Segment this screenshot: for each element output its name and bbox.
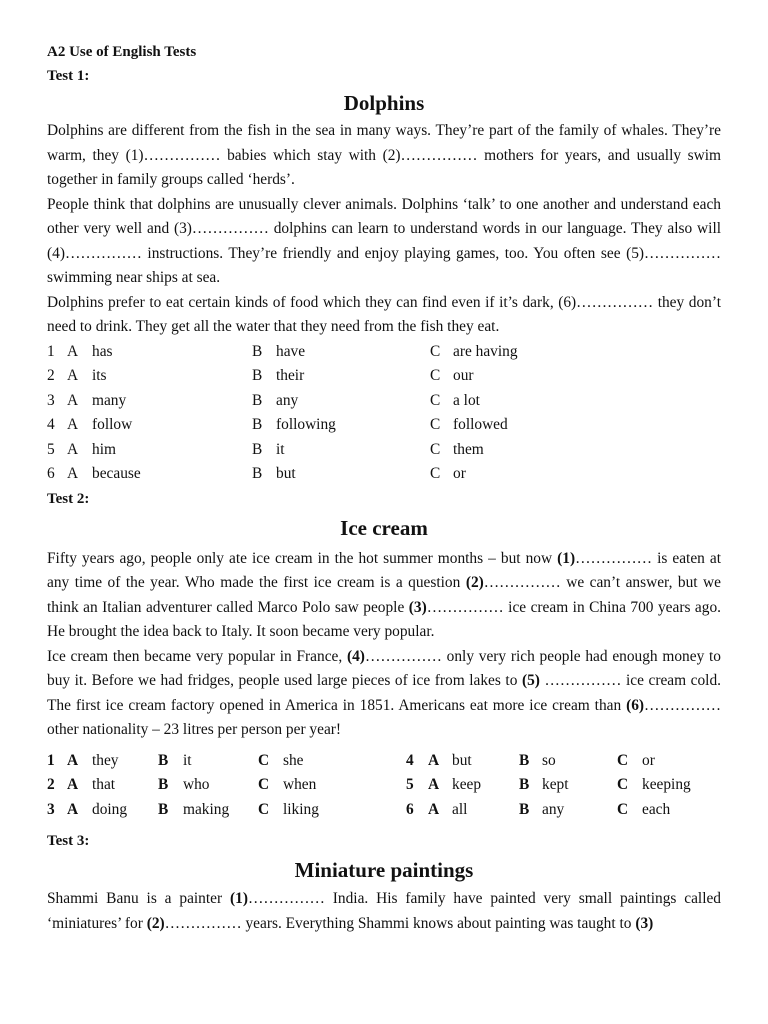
option-letter: A	[67, 391, 79, 409]
option-text: keep	[452, 776, 482, 793]
option-text: a lot	[453, 391, 480, 409]
option-text: many	[92, 391, 127, 409]
option-letter: B	[519, 751, 530, 769]
test2-paragraph: Ice cream then became very popular in France, (4)…………… only very rich people had enough money to buy it. Before we had fridges, people used large pieces of ice from lakes to (5) …………… ice cream cold. The first ice cream factory opened in America in 1851. Americans eat more ice cream than (6)…………… other nationality – 23 litres per person per year!	[47, 647, 721, 738]
option-text: him	[92, 440, 116, 458]
option-row	[47, 413, 721, 438]
option-letter: A	[67, 465, 79, 482]
test2-paragraph: Fifty years ago, people only ate ice cream in the hot summer months – but now (1)…………… is eaten at any time of the year. Who made the first ice cream is a question (2)…………… we can’t answer, but we think an Italian adventurer called Marco Polo saw people (3)…………… ice cream in China 700 years ago. He brought the idea back to Italy. It soon became very popular.	[47, 549, 722, 640]
test2-options	[47, 749, 721, 823]
option-row	[47, 389, 721, 414]
option-letter: A	[67, 800, 79, 818]
option-letter: A	[67, 416, 79, 433]
option-text: following	[276, 416, 336, 433]
option-row	[47, 749, 721, 774]
option-text: making	[183, 800, 230, 818]
option-text: its	[92, 367, 107, 384]
option-letter: B	[158, 776, 169, 793]
test2-title: Ice cream	[340, 515, 428, 540]
test3-label: Test 3:	[47, 833, 90, 849]
option-letter: B	[252, 391, 263, 409]
option-text: when	[283, 776, 317, 793]
option-row	[47, 438, 721, 463]
option-letter: A	[428, 776, 440, 793]
option-text: because	[92, 465, 141, 482]
option-text: has	[92, 342, 113, 360]
option-text: follow	[92, 416, 133, 433]
option-letter: C	[258, 751, 270, 769]
test1-paragraph: Dolphins prefer to eat certain kinds of food which they can find even if it’s dark, (6)…………… they don’t need to drink. They get all the water that they need from the fish they eat.	[47, 293, 721, 335]
test1-options	[47, 340, 721, 487]
option-letter: B	[519, 800, 530, 818]
option-row	[47, 462, 721, 487]
option-letter: A	[67, 342, 79, 360]
option-text: doing	[92, 800, 128, 818]
test1-label: Test 1:	[47, 68, 90, 84]
question-number: 5	[406, 776, 414, 793]
option-row	[47, 364, 721, 389]
option-letter: B	[252, 367, 263, 384]
test1-paragraph: Dolphins are different from the fish in the sea in many ways. They’re part of the family of whales. They’re warm, they (1)…………… babies which stay with (2)…………… mothers for years, and usually swim together in family groups called ‘herds’.	[47, 122, 721, 188]
option-text: so	[542, 751, 556, 769]
option-letter: A	[67, 776, 79, 793]
question-number: 4	[406, 751, 414, 769]
option-letter: C	[617, 800, 629, 818]
question-number: 2	[47, 367, 55, 384]
option-letter: A	[428, 751, 440, 769]
option-text: followed	[453, 416, 508, 433]
option-text: who	[183, 776, 210, 793]
question-number: 3	[47, 391, 55, 409]
test3-title: Miniature paintings	[294, 858, 474, 882]
question-number: 3	[47, 800, 55, 818]
option-text: or	[642, 751, 655, 769]
option-text: but	[452, 751, 472, 769]
option-text: any	[276, 391, 299, 409]
option-letter: C	[430, 416, 441, 433]
option-letter: B	[252, 440, 263, 458]
option-text: that	[92, 776, 116, 793]
question-number: 5	[47, 440, 55, 458]
option-letter: C	[258, 800, 270, 818]
option-letter: B	[252, 416, 263, 433]
option-text: it	[183, 751, 192, 769]
option-letter: B	[252, 465, 263, 482]
document-page	[47, 40, 721, 936]
option-text: kept	[542, 776, 569, 793]
option-letter: A	[428, 800, 440, 818]
option-text: them	[453, 440, 484, 458]
option-letter: C	[430, 367, 441, 384]
option-letter: C	[430, 440, 441, 458]
test2-label: Test 2:	[47, 490, 90, 507]
question-number: 1	[47, 342, 55, 360]
option-letter: B	[252, 342, 263, 360]
option-letter: A	[67, 440, 79, 458]
option-text: our	[453, 367, 474, 384]
test1-title: Dolphins	[343, 91, 425, 115]
option-letter: B	[158, 751, 169, 769]
question-number: 2	[47, 776, 55, 793]
question-number: 6	[47, 465, 55, 482]
option-text: or	[453, 465, 466, 482]
option-row	[47, 773, 721, 798]
option-text: any	[542, 800, 565, 818]
option-text: all	[452, 800, 468, 818]
option-text: each	[642, 800, 671, 818]
option-letter: C	[258, 776, 270, 793]
option-letter: C	[430, 465, 441, 482]
option-letter: C	[617, 776, 629, 793]
option-row	[47, 340, 721, 365]
question-number: 6	[406, 800, 414, 818]
option-letter: A	[67, 367, 79, 384]
test1-paragraph: People think that dolphins are unusually clever animals. Dolphins ‘talk’ to one another and understand each other very well and (3)…………… dolphins can learn to understand words in our language. They also will (4)…………… instructions. They’re friendly and enjoy playing games, too. You often see (5)…………… swimming near ships at sea.	[47, 195, 721, 286]
option-letter: C	[430, 391, 441, 409]
question-number: 4	[47, 416, 55, 433]
test3-paragraph: Shammi Banu is a painter (1)…………… India. His family have painted very small paintings called ‘miniatures’ for (2)…………… years. Everything Shammi knows about painting was taught to (3)	[47, 890, 722, 932]
question-number: 1	[47, 751, 55, 769]
option-text: she	[283, 751, 304, 769]
option-text: but	[276, 465, 296, 482]
option-row	[47, 798, 721, 823]
option-text: are having	[453, 342, 518, 360]
option-letter: B	[158, 800, 169, 818]
document-header: A2 Use of English Tests	[47, 44, 197, 60]
option-letter: C	[430, 342, 441, 360]
option-text: they	[92, 751, 119, 769]
option-letter: C	[617, 751, 629, 769]
option-text: their	[276, 367, 305, 384]
option-text: have	[276, 342, 306, 360]
option-letter: B	[519, 776, 530, 793]
option-letter: A	[67, 751, 79, 769]
option-text: it	[276, 440, 285, 458]
option-text: liking	[283, 800, 319, 818]
option-text: keeping	[642, 776, 691, 793]
